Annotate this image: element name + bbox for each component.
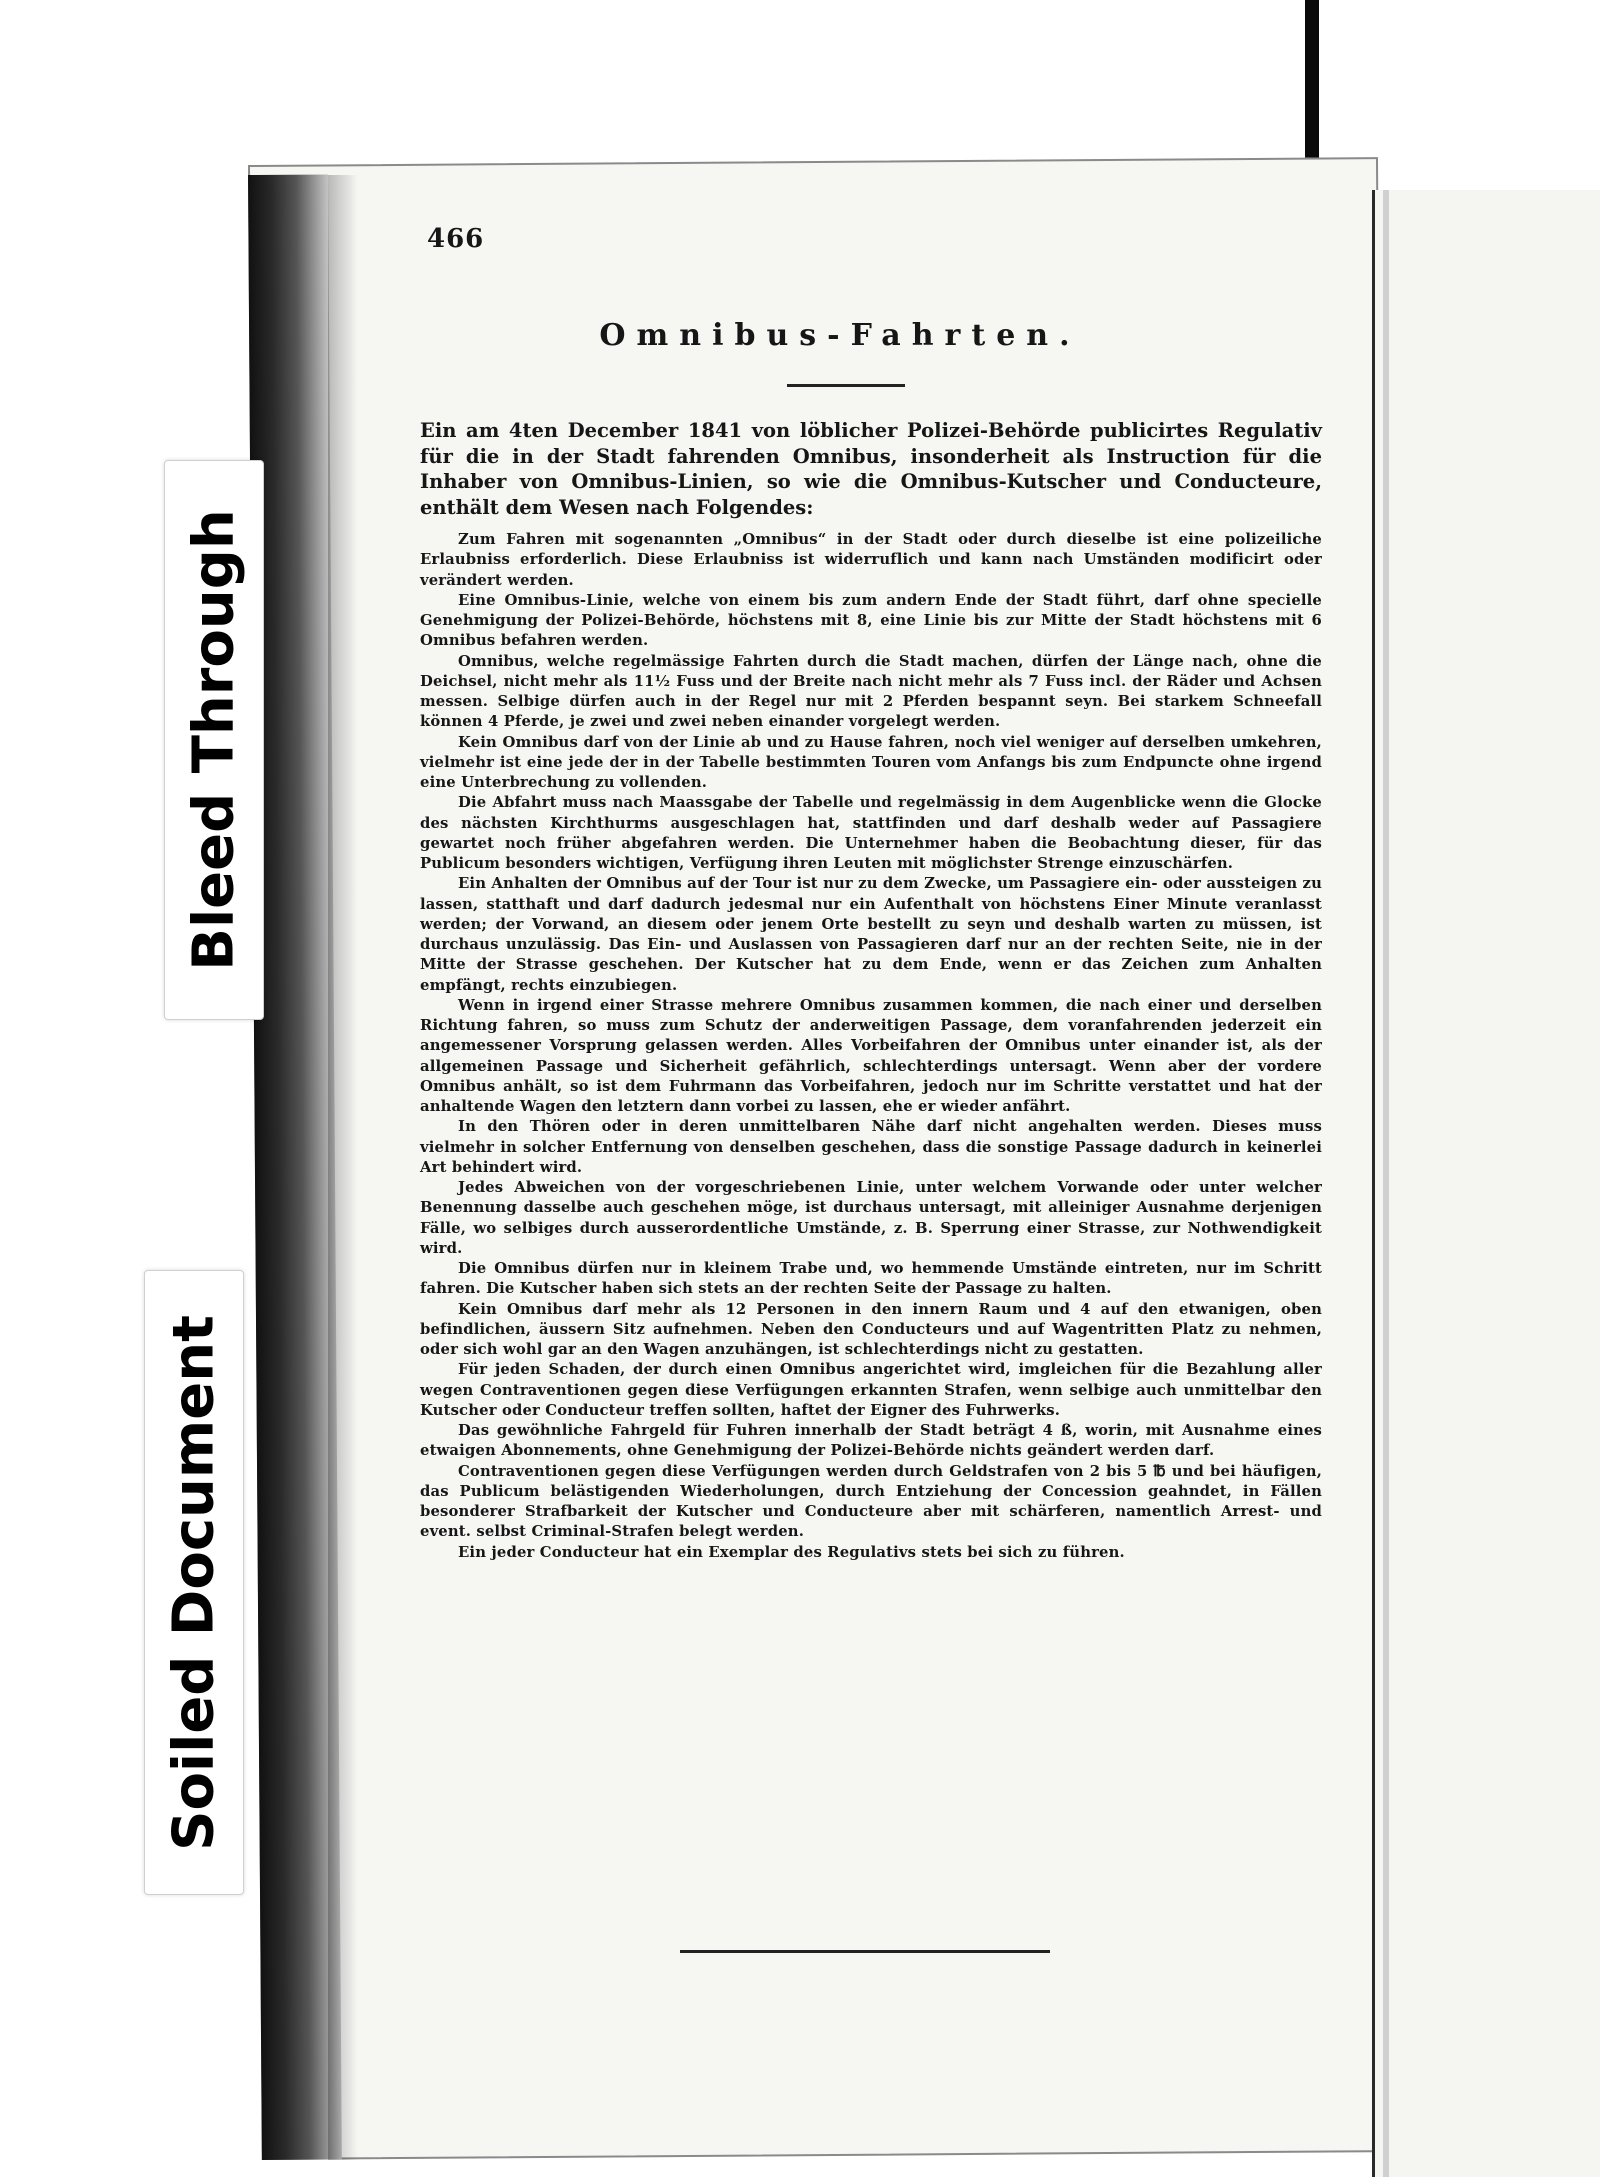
page-number: 466 [427,224,485,254]
regulation-paragraph: Contraventionen gegen diese Verfügungen werden durch Geldstrafen von 2 bis 5 ℔ und bei häufigen, das Publicum belästigenden Wiederholungen, durch Entziehung der Concession geahndet, in Fällen besonderer Strafbarkeit der Kutscher und Conducteure aber mit schärferen, namentlich Arrest- und event. selbst Criminal-Strafen belegt werden. [420,1462,1322,1541]
page-title: Omnibus-Fahrten. [599,318,1081,353]
regulation-paragraph: Die Abfahrt muss nach Maassgabe der Tabelle und regelmässig in dem Augenblicke wenn die Glocke des nächsten Kirchthurms ausgeschlagen hat, stattfinden und darf deshalb weder auf Passagiere gewartet noch früher abgefahren werden. Die Unternehmer haben die Beobachtung dieser, für das Publicum besonders wichtigen, Verfügung ihren Leuten mit möglichster Strenge einzuschärfen. [420,794,1322,872]
bleed-through-text: Bleed Through [181,509,247,971]
regulation-paragraphs [420,530,1322,1563]
body-text [420,418,1322,1563]
regulation-paragraph: Zum Fahren mit sogenannten „Omnibus“ in der Stadt oder durch dieselbe ist eine polizeiliche Erlaubniss erforderlich. Diese Erlaubniss ist widerruflich und kann nach Umständen modificirt oder verändert werden. [420,531,1322,589]
regulation-paragraph: Eine Omnibus-Linie, welche von einem bis zum andern Ende der Stadt führt, darf ohne specielle Genehmigung der Polizei-Behörde, höchstens mit 8, eine Linie bis zur Mitte der Stadt höchstens mit 6 Omnibus befahren werden. [420,591,1322,650]
regulation-paragraph: Kein Omnibus darf mehr als 12 Personen in den innern Raum und 4 auf den etwanigen, oben befindlichen, äussern Sitz aufnehmen. Neben den Conducteurs und auf Wagentritten Platz zu nehmen, oder sich wohl gar an den Wagen anzuhängen, ist schlechterdings nicht zu gestatten. [420,1300,1322,1358]
regulation-paragraph: Wenn in irgend einer Strasse mehrere Omnibus zusammen kommen, die nach einer und derselben Richtung fahren, so muss zum Schutz der anderweitigen Passage, dem voranfahrenden jederzeit ein angemessener Vorsprung gelassen werden. Alles Vorbeifahren der Omnibus unter einander ist, als der allgemeinen Passage und Sicherheit gefährlich, schlechterdings untersagt. Wenn aber der vordere Omnibus anhält, so ist dem Fuhrmann das Vorbeifahren, jedoch nur im Schritte verstattet und hat der anhaltende Wagen den letztern dann vorbei zu lassen, ehe er wieder anfährt. [420,996,1322,1115]
regulation-paragraph: Ein Anhalten der Omnibus auf der Tour ist nur zu dem Zwecke, um Passagiere ein- oder aussteigen zu lassen, statthaft und darf dadurch jedesmal nur ein Aufenthalt von höchstens Einer Minute veranlasst werden; der Vorwand, an diesem oder jenem Orte bestellt zu seyn und deshalb warten zu müssen, ist durchaus unzulässig. Das Ein- und Auslassen von Passagieren darf nur an der rechten Seite, nie in der Mitte der Strasse geschehen. Der Kutscher hat zu dem Ende, wenn er das Zeichen zum Anhalten empfängt, rechts einzubiegen. [420,875,1323,994]
scanner-edge-bar [1305,0,1319,180]
regulation-paragraph: Die Omnibus dürfen nur in kleinem Trabe und, wo hemmende Umstände eintreten, nur im Schritt fahren. Die Kutscher haben sich stets an der rechten Seite der Passage zu halten. [420,1260,1322,1298]
right-page [1372,190,1600,2177]
regulation-paragraph: Für jeden Schaden, der durch einen Omnibus angerichtet wird, imgleichen für die Bezahlung aller wegen Contraventionen gegen diese Verfügungen erkannten Strafen, wenn selbige auch unmittelbar den Kutscher oder Conducteur treffen sollten, haftet der Eigner des Fuhrwerks. [420,1361,1322,1419]
bleed-through-label [164,460,264,1020]
page-gutter-shadow [328,175,358,2160]
regulation-paragraph: Kein Omnibus darf von der Linie ab und zu Hause fahren, noch viel weniger auf derselben umkehren, vielmehr ist eine jede der in der Tabelle bestimmten Touren vom Anfangs bis zum Endpuncte ohne irgend eine Unterbrechung zu vollenden. [420,733,1322,791]
regulation-paragraph: In den Thören oder in deren unmittelbaren Nähe darf nicht angehalten werden. Dieses muss vielmehr in solcher Entfernung von denselben geschehen, dass die sonstige Passage dadurch in keinerlei Art behindert wird. [420,1118,1322,1176]
intro-paragraph: Ein am 4ten December 1841 von löblicher Polizei-Behörde publicirtes Regulativ für die in der Stadt fahrenden Omnibus, insonderheit als Instruction für die Inhaber von Omnibus-Linien, so wie die Omnibus-Kutscher und Conducteure, enthält dem Wesen nach Folgendes: [420,419,1322,519]
regulation-paragraph: Das gewöhnliche Fahrgeld für Fuhren innerhalb der Stadt beträgt 4 ß, worin, mit Ausnahme eines etwaigen Abonnements, ohne Genehmigung der Polizei-Behörde nichts geändert werden darf. [420,1422,1322,1460]
regulation-paragraph: Ein jeder Conducteur hat ein Exemplar des Regulativs stets bei sich zu führen. [458,1543,1125,1561]
regulation-paragraph: Jedes Abweichen von der vorgeschriebenen Linie, unter welchem Vorwande oder unter welcher Benennung dasselbe auch geschehen möge, ist durchaus untersagt, mit alleiniger Ausnahme derjenigen Fälle, wo selbiges durch ausserordentliche Umstände, z. B. Sperrung einer Strasse, zur Nothwendigkeit wird. [420,1179,1322,1257]
closing-rule [680,1950,1050,1953]
soiled-document-text: Soiled Document [161,1314,227,1851]
regulation-paragraph: Omnibus, welche regelmässige Fahrten durch die Stadt machen, dürfen der Länge nach, ohne die Deichsel, nicht mehr als 11½ Fuss und der Breite nach nicht mehr als 7 Fuss incl. der Räder und Achsen messen. Selbige dürfen auch in der Regel nur mit 2 Pferden bespannt seyn. Bei starkem Schneefall können 4 Pferde, je zwei und zwei neben einander vorgelegt werden. [420,652,1322,731]
soiled-document-label [144,1270,244,1895]
title-rule [787,384,905,387]
